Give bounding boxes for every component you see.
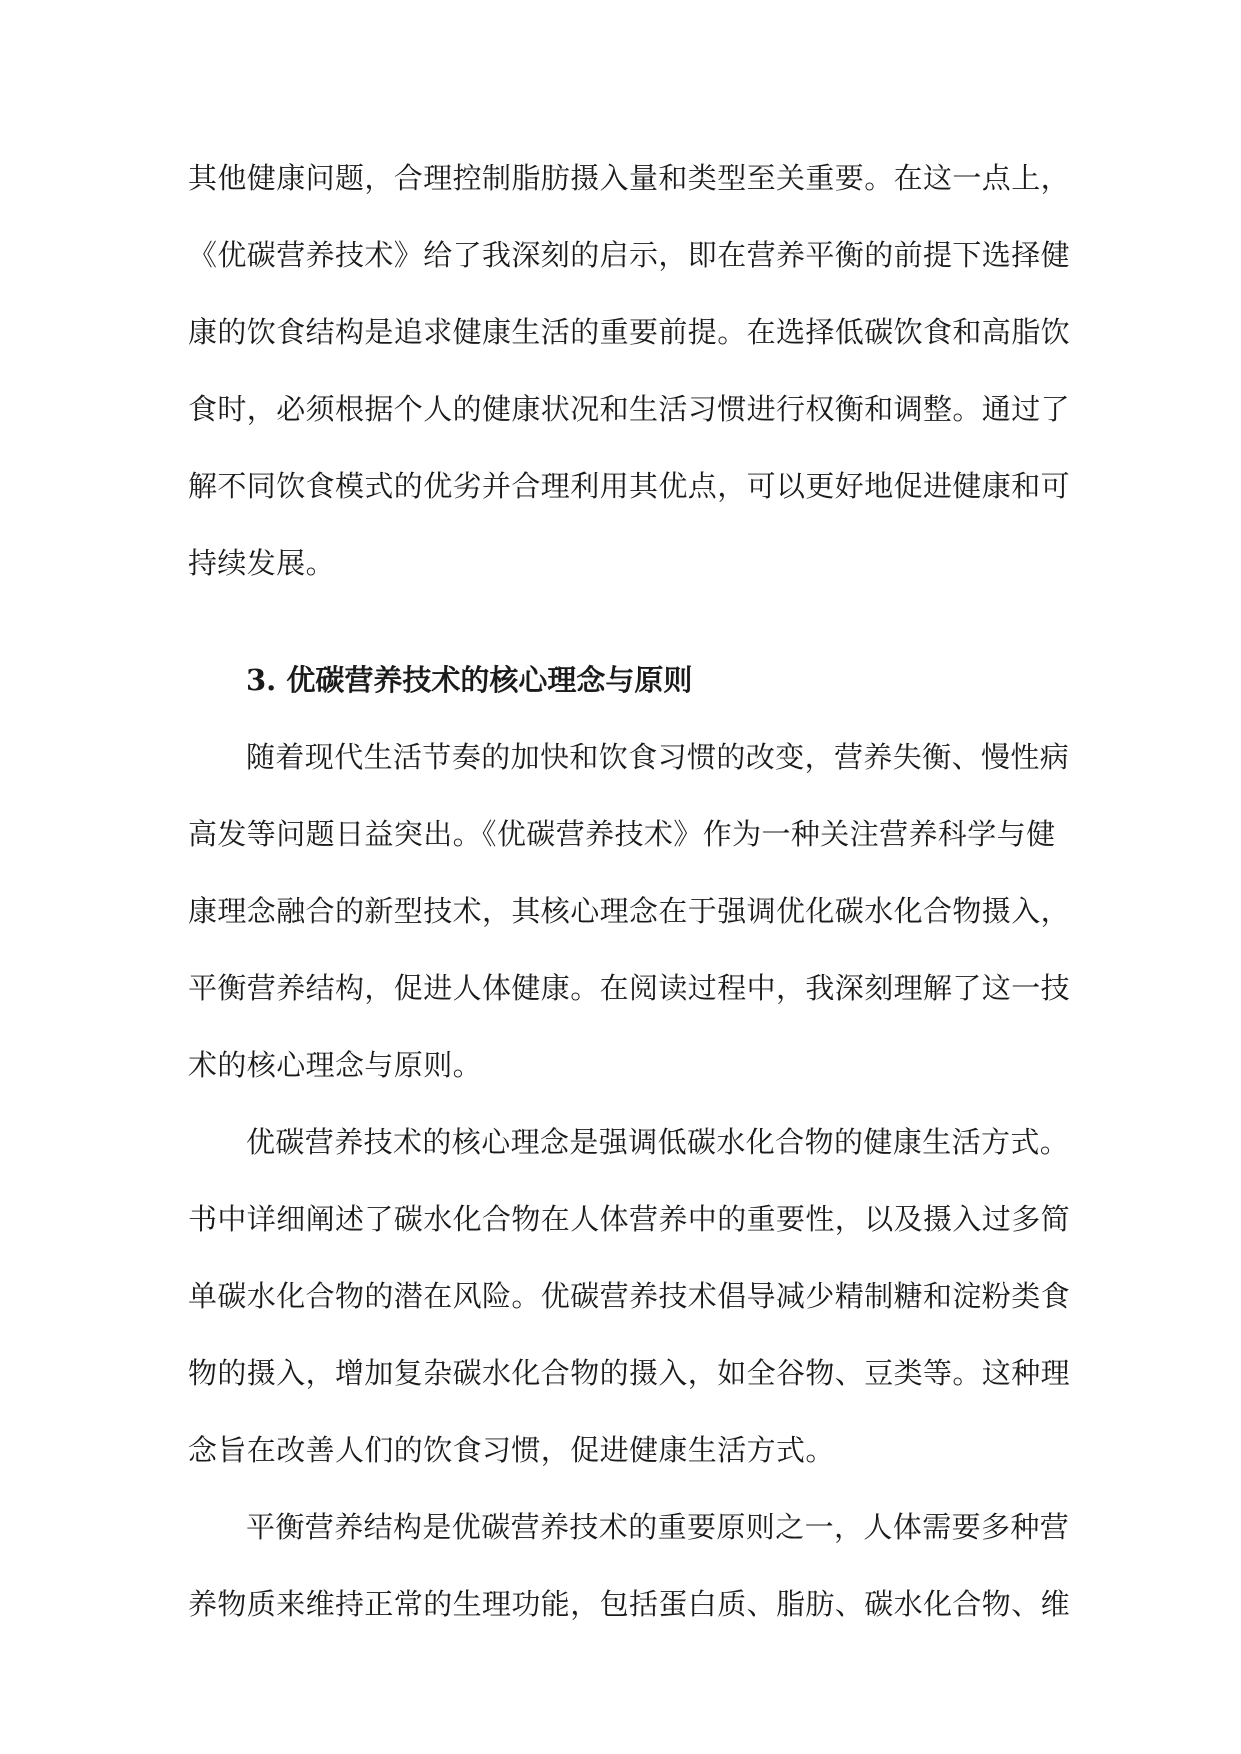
document-page (188, 140, 1071, 1643)
text-line: 物的摄入，增加复杂碳水化合物的摄入，如全谷物、豆类等。这种理 (188, 1356, 1071, 1390)
text-line: 高发等问题日益突出。《优碳营养技术》作为一种关注营养科学与健 (188, 817, 1056, 851)
text-line: 康理念融合的新型技术，其核心理念在于强调优化碳水化合物摄入， (188, 894, 1071, 928)
text-line: 食时，必须根据个人的健康状况和生活习惯进行权衡和调整。通过了 (188, 392, 1071, 426)
text-line: 养物质来维持正常的生理功能，包括蛋白质、脂肪、碳水化合物、维 (188, 1587, 1071, 1621)
text-line: 单碳水化合物的潜在风险。优碳营养技术倡导减少精制糖和淀粉类食 (188, 1279, 1071, 1313)
section-heading: 3. 优碳营养技术的核心理念与原则 (246, 663, 693, 697)
text-line: 解不同饮食模式的优劣并合理利用其优点，可以更好地促进健康和可 (188, 469, 1071, 503)
text-line: 平衡营养结构，促进人体健康。在阅读过程中，我深刻理解了这一技 (188, 971, 1071, 1005)
text-line: 持续发展。 (188, 546, 336, 580)
paragraph-core-concept (188, 1104, 1071, 1489)
text-line: 其他健康问题，合理控制脂肪摄入量和类型至关重要。在这一点上， (188, 161, 1071, 195)
text-line: 术的核心理念与原则。 (188, 1048, 483, 1082)
text-line: 优碳营养技术的核心理念是强调低碳水化合物的健康生活方式。 (246, 1125, 1070, 1159)
continued-paragraph (188, 140, 1071, 602)
paragraph-balanced-nutrition (188, 1489, 1071, 1643)
paragraph-intro (188, 719, 1071, 1104)
section-spacer (188, 602, 1060, 642)
text-line: 平衡营养结构是优碳营养技术的重要原则之一，人体需要多种营 (246, 1510, 1070, 1544)
text-line: 《优碳营养技术》给了我深刻的启示，即在营养平衡的前提下选择健 (188, 238, 1071, 272)
text-line: 书中详细阐述了碳水化合物在人体营养中的重要性，以及摄入过多简 (188, 1202, 1071, 1236)
text-line: 康的饮食结构是追求健康生活的重要前提。在选择低碳饮食和高脂饮 (188, 315, 1071, 349)
text-line: 随着现代生活节奏的加快和饮食习惯的改变，营养失衡、慢性病 (246, 740, 1070, 774)
text-line: 念旨在改善人们的饮食习惯，促进健康生活方式。 (188, 1433, 835, 1467)
